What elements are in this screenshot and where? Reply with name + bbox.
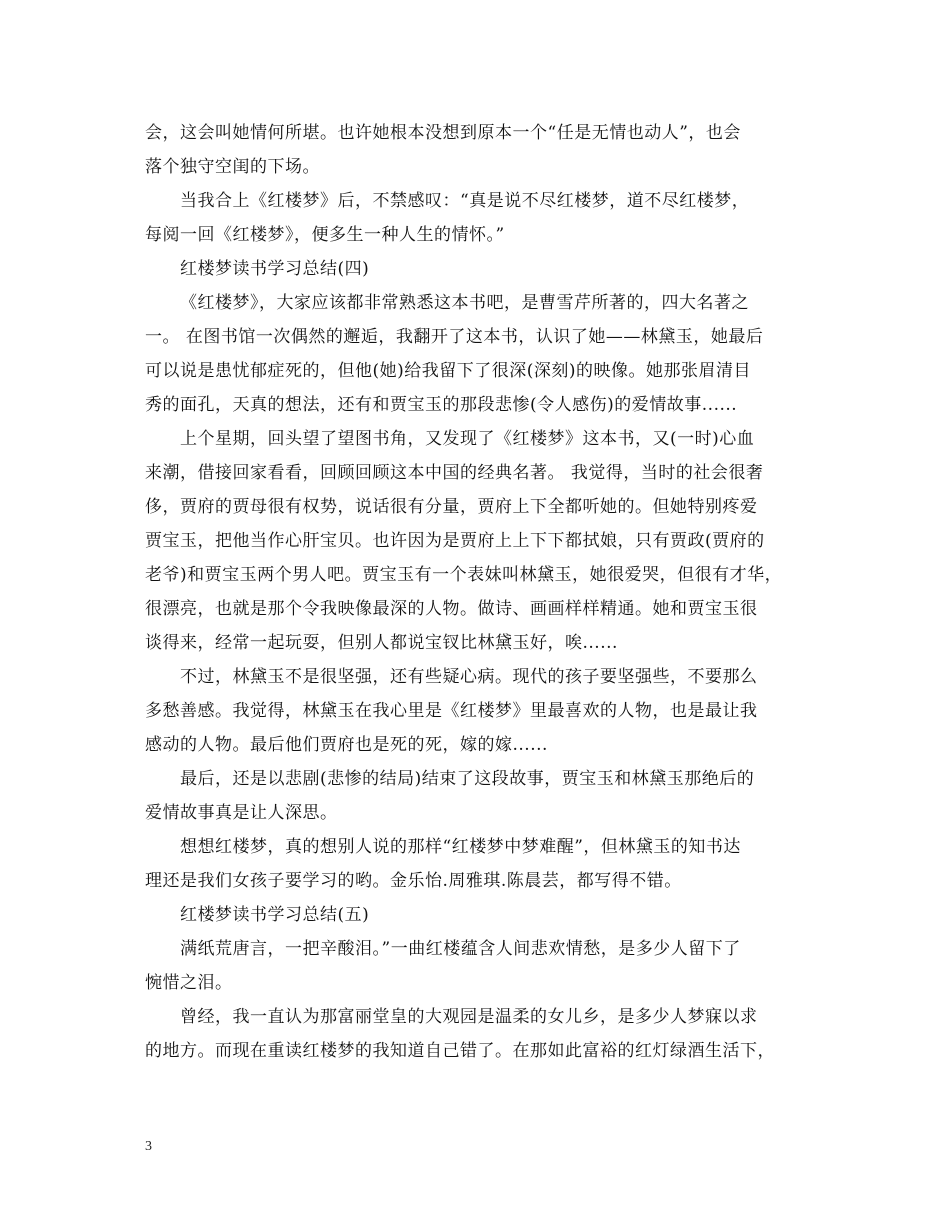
text-line: 最后，还是以悲剧(悲惨的结局)结束了这段故事，贾宝玉和林黛玉那绝后的 [180, 769, 755, 789]
text-line: 红楼梦读书学习总结(四) [180, 259, 370, 279]
text-line: 上个星期，回头望了望图书角，又发现了《红楼梦》这本书，又(一时)心血 [180, 429, 755, 449]
text-line: 谈得来，经常一起玩耍，但别人都说宝钗比林黛玉好，唉...... [145, 633, 618, 653]
text-line: 会，这会叫她情何所堪。也许她根本没想到原本一个“任是无情也动人”，也会 [145, 123, 741, 143]
text-line: 落个独守空闺的下场。 [145, 157, 320, 177]
text-line: 很漂亮，也就是那个令我映像最深的人物。做诗、画画样样精通。她和贾宝玉很 [145, 599, 758, 619]
text-line: 满纸荒唐言，一把辛酸泪。”一曲红楼蕴含人间悲欢情愁，是多少人留下了 [180, 939, 741, 959]
text-line: 多愁善感。我觉得，林黛玉在我心里是《红楼梦》里最喜欢的人物，也是最让我 [145, 701, 758, 721]
text-line: 想想红楼梦，真的想别人说的那样“红楼梦中梦难醒”，但林黛玉的知书达 [180, 837, 741, 857]
text-line: 一。 在图书馆一次偶然的邂逅，我翻开了这本书，认识了她——林黛玉，她最后 [145, 327, 764, 347]
text-line: 爱情故事真是让人深思。 [145, 803, 338, 823]
text-line: 可以说是患忧郁症死的，但他(她)给我留下了很深(深刻)的映像。她那张眉清目 [145, 361, 752, 381]
text-line: 当我合上《红楼梦》后，不禁感叹：“真是说不尽红楼梦，道不尽红楼梦， [180, 191, 750, 211]
text-line: 理还是我们女孩子要学习的哟。金乐怡.周雅琪.陈晨芸，都写得不错。 [145, 871, 682, 891]
text-line: 每阅一回《红楼梦》，便多生一种人生的情怀。” [145, 225, 505, 245]
text-line: 惋惜之泪。 [145, 973, 233, 993]
text-line: 的地方。而现在重读红楼梦的我知道自己错了。在那如此富裕的红灯绿酒生活下， [145, 1041, 775, 1061]
text-line: 贾宝玉，把他当作心肝宝贝。也许因为是贾府上上下下都拭娘，只有贾政(贾府的 [145, 531, 765, 551]
text-line: 秀的面孔，天真的想法，还有和贾宝玉的那段悲惨(令人感伤)的爱情故事...... [145, 395, 738, 415]
text-line: 曾经，我一直认为那富丽堂皇的大观园是温柔的女儿乡，是多少人梦寐以求 [180, 1007, 758, 1027]
page-number: 3 [145, 1139, 152, 1154]
text-line: 《红楼梦》，大家应该都非常熟悉这本书吧，是曹雪芹所著的，四大名著之 [180, 293, 749, 313]
document-body [145, 116, 805, 1068]
text-line: 老爷)和贾宝玉两个男人吧。贾宝玉有一个表妹叫林黛玉，她很爱哭，但很有才华， [145, 565, 783, 585]
text-line: 不过，林黛玉不是很坚强，还有些疑心病。现代的孩子要坚强些，不要那么 [180, 667, 758, 687]
text-line: 感动的人物。最后他们贾府也是死的死，嫁的嫁...... [145, 735, 548, 755]
text-line: 来潮，借接回家看看，回顾回顾这本中国的经典名著。 我觉得，当时的社会很奢 [145, 463, 764, 483]
text-line: 红楼梦读书学习总结(五) [180, 905, 370, 925]
text-line: 侈，贾府的贾母很有权势，说话很有分量，贾府上下全都听她的。但她特别疼爱 [145, 497, 758, 517]
